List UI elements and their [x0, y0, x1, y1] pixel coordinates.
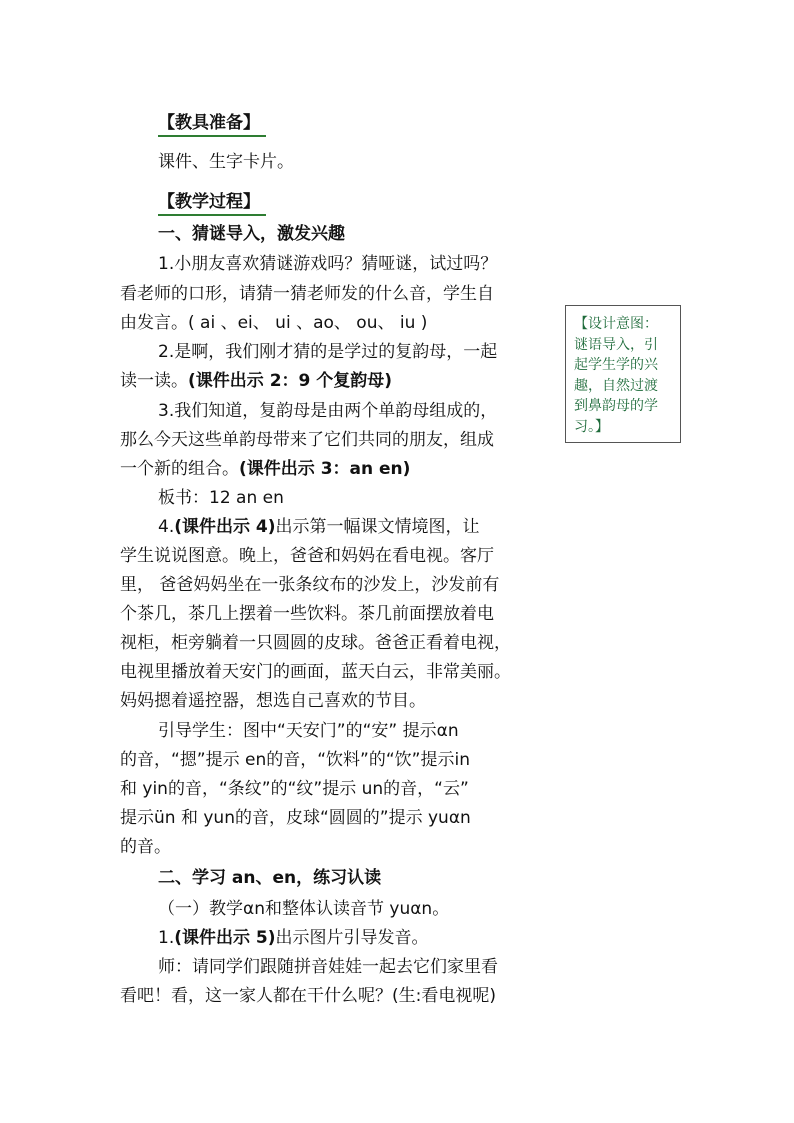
paragraph-line: 引导学生：图中“天安门”的“安” 提示αn	[158, 721, 459, 741]
paragraph-line: 的音。	[120, 837, 171, 857]
paragraph-line: 看老师的口形，请猜一猜老师发的什么音，学生自	[120, 284, 494, 304]
paragraph-line: 学生说说图意。晚上，爸爸和妈妈在看电视。客厅	[120, 546, 494, 566]
paragraph-line: 一个新的组合。(课件出示 3：an en)	[120, 459, 411, 479]
paragraph-line: 2.是啊，我们刚才猜的是学过的复韵母，一起	[158, 342, 498, 362]
paragraph-line: 电视里播放着天安门的画面，蓝天白云，非常美丽。	[120, 662, 511, 682]
prep-text: 课件、生字卡片。	[158, 152, 294, 172]
section-heading-process: 【教学过程】	[158, 191, 266, 213]
paragraph-line: 个茶几，茶几上摆着一些饮料。茶几前面摆放着电	[120, 604, 494, 624]
paragraph-line: 3.我们知道，复韵母是由两个单韵母组成的，	[158, 401, 498, 421]
paragraph-line: 和 yin的音，“条纹”的“纹”提示 un的音，“云”	[120, 779, 469, 799]
paragraph-line: 1.小朋友喜欢猜谜游戏吗？猜哑谜，试过吗？	[158, 254, 498, 274]
paragraph-line: 的音，“摁”提示 en的音，“饮料”的“饮”提示in	[120, 750, 470, 770]
design-intent-note: 【设计意图： 谜语导入，引 起学生学的兴 趣，自然过渡 到鼻韵母的学 习。】	[565, 305, 681, 443]
paragraph-line: 1.(课件出示 5)出示图片引导发音。	[158, 928, 429, 948]
board-text: 板书：12 an en	[158, 488, 284, 508]
courseware-cue: (课件出示 3：an en)	[239, 459, 411, 479]
paragraph-line: 师：请同学们跟随拼音娃娃一起去它们家里看	[158, 957, 498, 977]
paragraph-line: 4.(课件出示 4)出示第一幅课文情境图，让	[158, 517, 480, 537]
paragraph-line: 里， 爸爸妈妈坐在一张条纹布的沙发上，沙发前有	[120, 575, 500, 595]
paragraph-line: 视柜，柜旁躺着一只圆圆的皮球。爸爸正看着电视，	[120, 633, 511, 653]
paragraph-line: 那么今天这些单韵母带来了它们共同的朋友，组成	[120, 430, 494, 450]
section-heading-prep: 【教具准备】	[158, 112, 266, 134]
paragraph-line: 看吧！看，这一家人都在干什么呢？(生:看电视呢)	[120, 986, 496, 1006]
part1-heading: 一、猜谜导入，激发兴趣	[158, 224, 345, 244]
subsection-heading: （一）教学αn和整体认读音节 yuαn。	[158, 899, 450, 919]
courseware-cue: (课件出示 2：9 个复韵母)	[188, 371, 393, 391]
paragraph-line: 由发言。( ai 、ei、 ui 、ao、 ou、 iu )	[120, 313, 428, 333]
paragraph-line: 读一读。(课件出示 2：9 个复韵母)	[120, 371, 393, 391]
paragraph-line: 提示ün 和 yun的音，皮球“圆圆的”提示 yuαn	[120, 808, 471, 828]
courseware-cue: (课件出示 4)	[174, 517, 276, 537]
courseware-cue: (课件出示 5)	[174, 928, 276, 948]
paragraph-line: 妈妈摁着遥控器，想选自己喜欢的节目。	[120, 691, 426, 711]
part2-heading: 二、学习 an、en，练习认读	[158, 868, 382, 888]
